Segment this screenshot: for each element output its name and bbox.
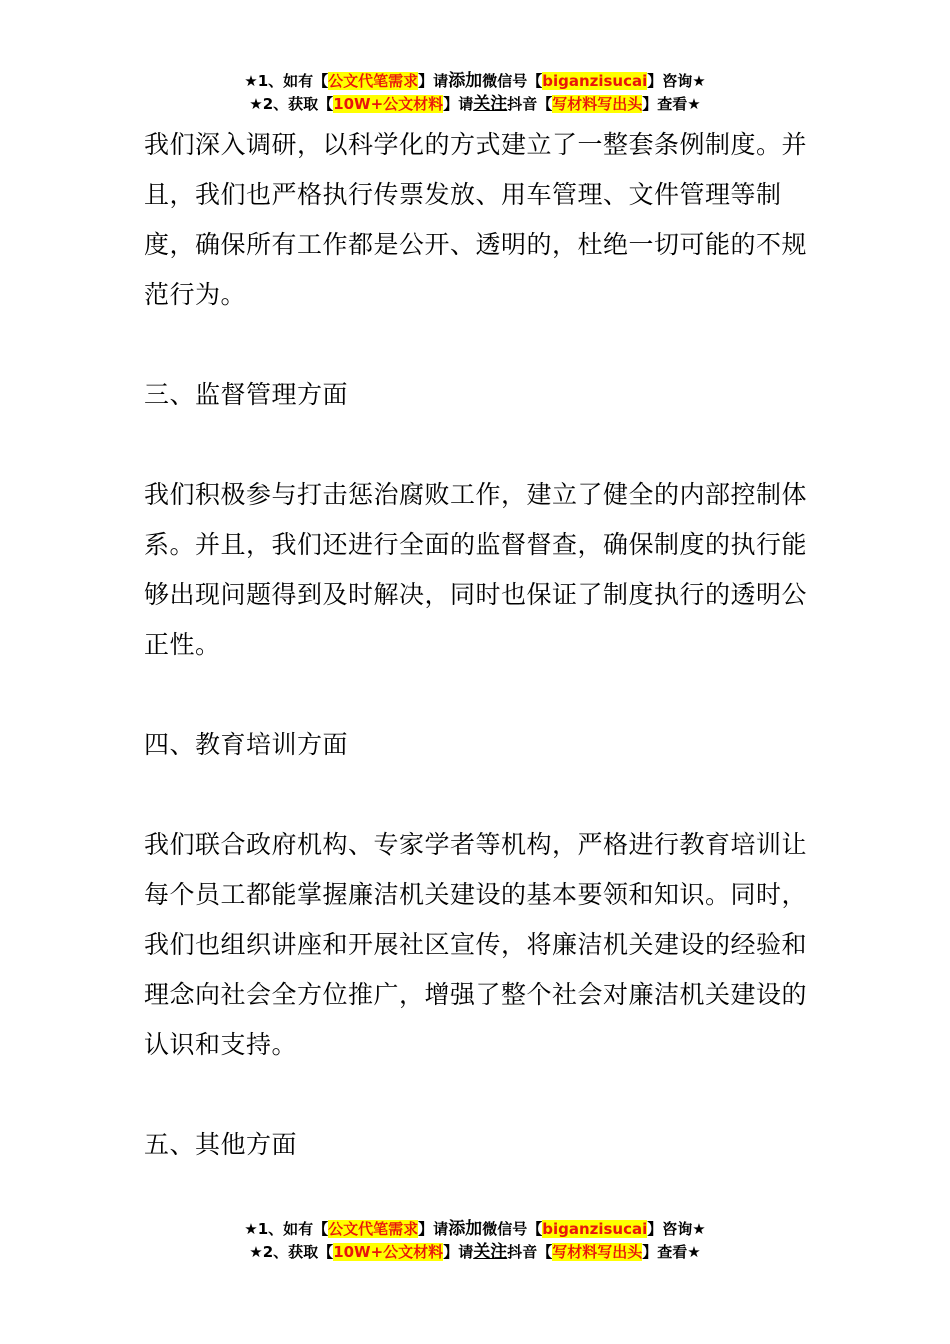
banner-text: 抖音【 [507,95,553,113]
banner-line-2 [0,1241,950,1264]
banner-emphasis: 关注 [473,94,508,114]
highlight-tag: 公文代笔需求 [328,72,419,90]
banner-text: 】请 [443,1243,474,1261]
banner-line-1 [0,70,950,93]
paragraph: 我们联合政府机构、专家学者等机构，严格进行教育培训让每个员工都能掌握廉洁机关建设的基本要领和知识。同时，我们也组织讲座和开展社区宣传，将廉洁机关建设的经验和理念向社会全方位推广，增强了整个社会对廉洁机关建设的认识和支持。 [144,830,808,1059]
spacer [144,1070,814,1120]
banner-text: ★2、获取【 [249,1243,334,1261]
banner-line-2 [0,93,950,116]
banner-text: 】咨询★ [647,72,706,90]
highlight-tag: biganzisucai [542,1220,648,1238]
banner-text: 抖音【 [507,1243,553,1261]
banner-text: 】查看★ [642,95,701,113]
banner-line-1 [0,1218,950,1241]
section-heading: 五、其他方面 [144,1130,298,1159]
paragraph: 我们积极参与打击惩治腐败工作，建立了健全的内部控制体系。并且，我们还进行全面的监督督查，确保制度的执行能够出现问题得到及时解决，同时也保证了制度执行的透明公正性。 [144,480,808,659]
highlight-tag: 写材料写出头 [552,95,643,113]
header-banner [0,70,950,116]
section-heading: 四、教育培训方面 [144,730,349,759]
document-body [144,120,814,1170]
highlight-tag: 10W+公文材料 [333,95,444,113]
banner-text: 】请 [418,72,449,90]
banner-emphasis: 添加 [448,71,483,91]
spacer [144,670,814,720]
highlight-tag: 10W+公文材料 [333,1243,444,1261]
section-heading: 三、监督管理方面 [144,380,349,409]
banner-emphasis: 关注 [473,1242,508,1262]
spacer [144,320,814,370]
banner-text: 】咨询★ [647,1220,706,1238]
footer-banner [0,1218,950,1264]
banner-emphasis: 添加 [448,1219,483,1239]
highlight-tag: biganzisucai [542,72,648,90]
banner-text: 微信号【 [482,72,543,90]
highlight-tag: 写材料写出头 [552,1243,643,1261]
banner-text: ★2、获取【 [249,95,334,113]
banner-text: 】请 [443,95,474,113]
banner-text: 】查看★ [642,1243,701,1261]
banner-text: 微信号【 [482,1220,543,1238]
banner-text: ★1、如有【 [244,72,329,90]
highlight-tag: 公文代笔需求 [328,1220,419,1238]
banner-text: 】请 [418,1220,449,1238]
banner-text: ★1、如有【 [244,1220,329,1238]
spacer [144,770,814,820]
paragraph: 我们深入调研，以科学化的方式建立了一整套条例制度。并且，我们也严格执行传票发放、用车管理、文件管理等制度，确保所有工作都是公开、透明的，杜绝一切可能的不规范行为。 [144,130,808,309]
spacer [144,420,814,470]
